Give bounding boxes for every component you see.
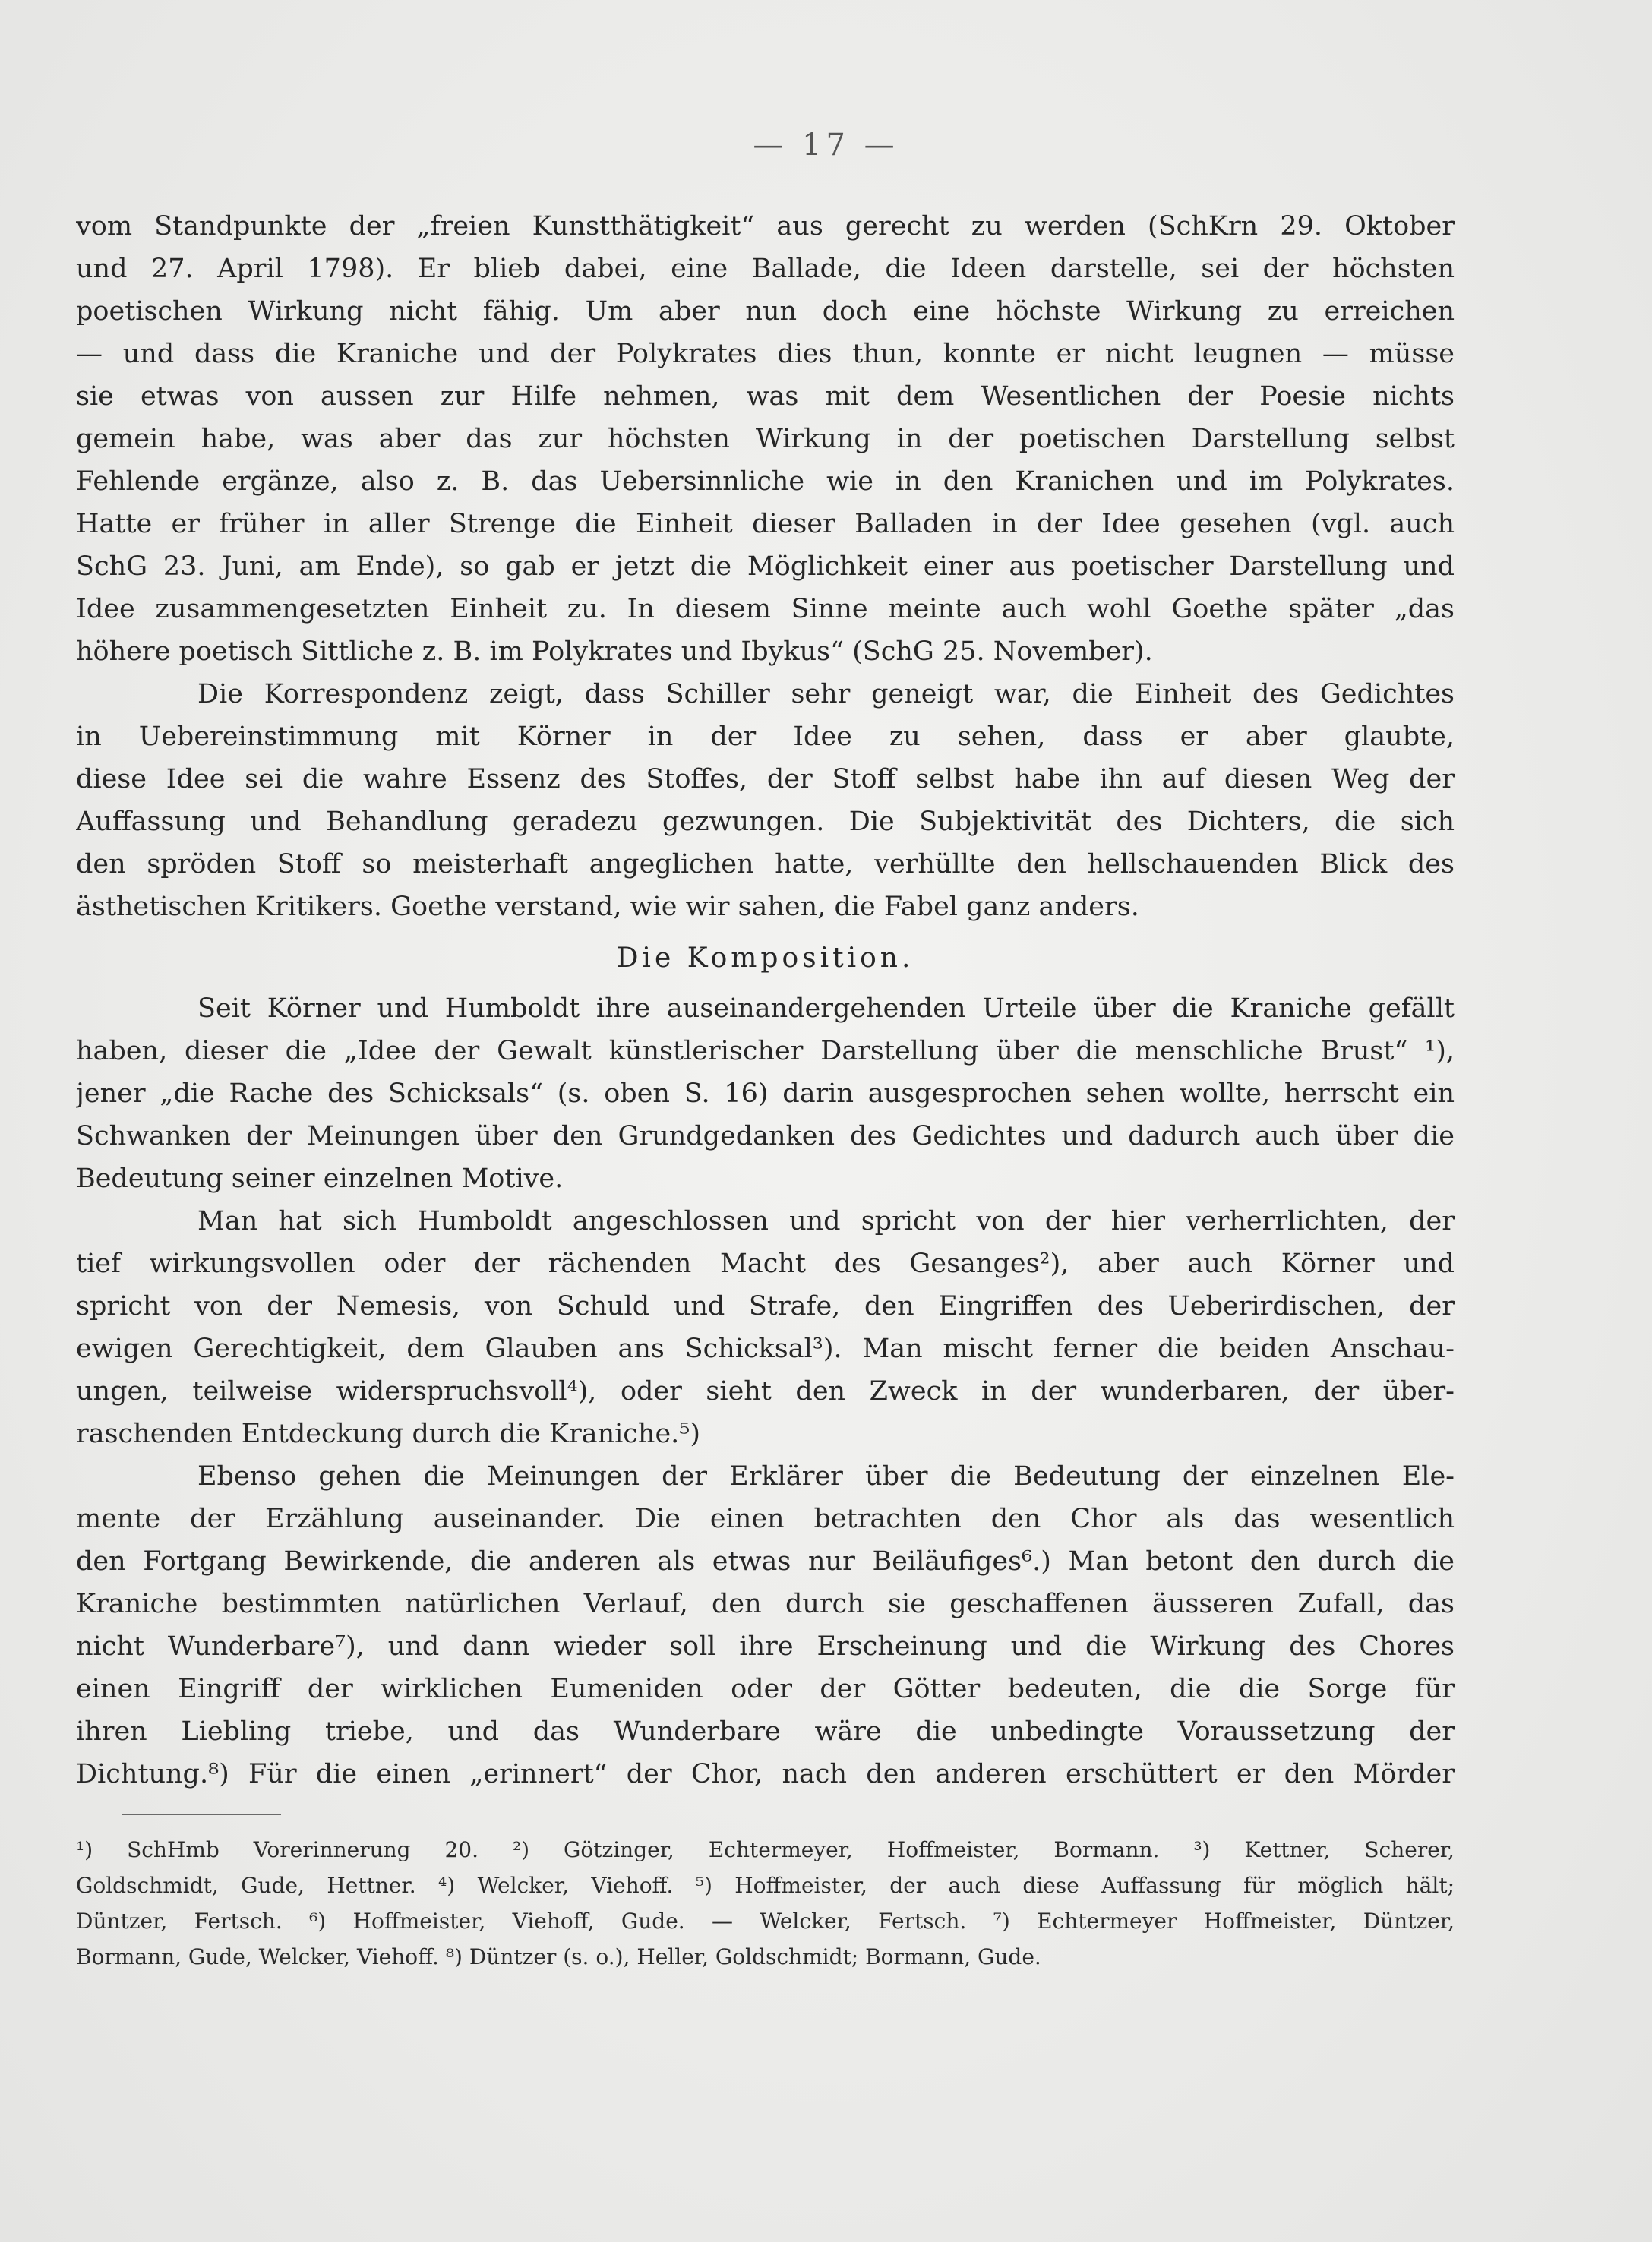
text-line: tief wirkungsvollen oder der rächenden Macht des Gesanges²), aber auch Körner und xyxy=(76,1249,1455,1279)
footnote-divider xyxy=(122,1814,281,1815)
text-line: den spröden Stoff so meisterhaft angeglichen hatte, verhüllte den hellschauenden Blick des xyxy=(76,849,1455,879)
text-line: gemein habe, was aber das zur höchsten Wirkung in der poetischen Darstellung selbst xyxy=(76,424,1455,454)
paragraph-3 xyxy=(76,987,1455,1200)
text-line: SchG 23. Juni, am Ende), so gab er jetzt die Möglichkeit einer aus poetischer Darstellung und xyxy=(76,551,1455,582)
text-line: Ebenso gehen die Meinungen der Erklärer über die Bedeutung der einzelnen Ele- xyxy=(197,1461,1455,1492)
section-heading: Die Komposition. xyxy=(616,943,914,974)
text-line: Dichtung.⁸) Für die einen „erinnert“ der Chor, nach den anderen erschüttert er den Mörder xyxy=(76,1759,1455,1789)
text-line: nicht Wunderbare⁷), und dann wieder soll ihre Erscheinung und die Wirkung des Chores xyxy=(76,1631,1455,1662)
text-line: den Fortgang Bewirkende, die anderen als etwas nur Beiläufiges⁶.) Man betont den durch die xyxy=(76,1546,1455,1577)
footnotes xyxy=(76,1832,1455,1975)
paragraph-2 xyxy=(76,673,1455,928)
text-line: vom Standpunkte der „freien Kunstthätigkeit“ aus gerecht zu werden (SchKrn 29. Oktober xyxy=(76,211,1455,242)
footnote-line: Bormann, Gude, Welcker, Viehoff. ⁸) Düntzer (s. o.), Heller, Goldschmidt; Bormann, Gude. xyxy=(76,1944,1041,1969)
paragraph-4 xyxy=(76,1200,1455,1455)
text-line: Man hat sich Humboldt angeschlossen und spricht von der hier verherrlichten, der xyxy=(197,1206,1455,1236)
text-line: Schwanken der Meinungen über den Grundgedanken des Gedichtes und dadurch auch über die xyxy=(76,1121,1455,1151)
text-line: ewigen Gerechtigkeit, dem Glauben ans Schicksal³). Man mischt ferner die beiden Anschau- xyxy=(76,1334,1455,1364)
text-line: ungen, teilweise widerspruchsvoll⁴), oder sieht den Zweck in der wunderbaren, der über- xyxy=(76,1376,1455,1407)
text-line: Die Korrespondenz zeigt, dass Schiller sehr geneigt war, die Einheit des Gedichtes xyxy=(197,679,1455,709)
text-line: sie etwas von aussen zur Hilfe nehmen, was mit dem Wesentlichen der Poesie nichts xyxy=(76,381,1455,412)
text-line: Hatte er früher in aller Strenge die Einheit dieser Balladen in der Idee gesehen (vgl. auch xyxy=(76,509,1455,539)
text-line: Fehlende ergänze, also z. B. das Uebersinnliche wie in den Kranichen und im Polykrates. xyxy=(76,466,1455,497)
footnote-line: Goldschmidt, Gude, Hettner. ⁴) Welcker, Viehoff. ⁵) Hoffmeister, der auch diese Auffassung für möglich hält; xyxy=(76,1873,1455,1898)
text-line: spricht von der Nemesis, von Schuld und Strafe, den Eingriffen des Ueberirdischen, der xyxy=(76,1291,1455,1322)
text-line: Kraniche bestimmten natürlichen Verlauf, den durch sie geschaffenen äusseren Zufall, das xyxy=(76,1589,1455,1619)
footnote-line: ¹) SchHmb Vorerinnerung 20. ²) Götzinger, Echtermeyer, Hoffmeister, Bormann. ³) Kettner, Scherer, xyxy=(76,1837,1455,1862)
page-number: — 17 — xyxy=(753,128,899,163)
text-line: poetischen Wirkung nicht fähig. Um aber nun doch eine höchste Wirkung zu erreichen xyxy=(76,296,1455,327)
text-line: Seit Körner und Humboldt ihre auseinandergehenden Urteile über die Kraniche gefällt xyxy=(197,993,1455,1024)
text-line: haben, dieser die „Idee der Gewalt künstlerischer Darstellung über die menschliche Brust“ ¹), xyxy=(76,1036,1455,1066)
paragraph-5 xyxy=(76,1455,1455,1795)
text-line: Bedeutung seiner einzelnen Motive. xyxy=(76,1164,564,1194)
text-line: ihren Liebling triebe, und das Wunderbare wäre die unbedingte Voraussetzung der xyxy=(76,1716,1455,1747)
text-line: diese Idee sei die wahre Essenz des Stoffes, der Stoff selbst habe ihn auf diesen Weg der xyxy=(76,764,1455,794)
paragraph-1 xyxy=(76,205,1455,673)
text-line: höhere poetisch Sittliche z. B. im Polykrates und Ibykus“ (SchG 25. November). xyxy=(76,636,1153,667)
text-line: in Uebereinstimmung mit Körner in der Idee zu sehen, dass er aber glaubte, xyxy=(76,722,1455,752)
text-line: mente der Erzählung auseinander. Die einen betrachten den Chor als das wesentlich xyxy=(76,1504,1455,1534)
text-line: Idee zusammengesetzten Einheit zu. In diesem Sinne meinte auch wohl Goethe später „das xyxy=(76,594,1455,624)
main-text xyxy=(76,205,1455,1795)
text-line: ästhetischen Kritikers. Goethe verstand, wie wir sahen, die Fabel ganz anders. xyxy=(76,892,1139,922)
text-line: jener „die Rache des Schicksals“ (s. oben S. 16) darin ausgesprochen sehen wollte, herrscht ein xyxy=(76,1078,1455,1109)
text-line: einen Eingriff der wirklichen Eumeniden oder der Götter bedeuten, die die Sorge für xyxy=(76,1674,1455,1704)
text-line: und 27. April 1798). Er blieb dabei, eine Ballade, die Ideen darstelle, sei der höchsten xyxy=(76,254,1455,284)
footnote-line: Düntzer, Fertsch. ⁶) Hoffmeister, Viehoff, Gude. — Welcker, Fertsch. ⁷) Echtermeyer Hoffmeister, Düntzer, xyxy=(76,1909,1455,1934)
text-line: — und dass die Kraniche und der Polykrates dies thun, konnte er nicht leugnen — müsse xyxy=(76,339,1455,369)
text-line: Auffassung und Behandlung geradezu gezwungen. Die Subjektivität des Dichters, die sich xyxy=(76,807,1455,837)
text-line: raschenden Entdeckung durch die Kraniche.⁵) xyxy=(76,1419,700,1449)
